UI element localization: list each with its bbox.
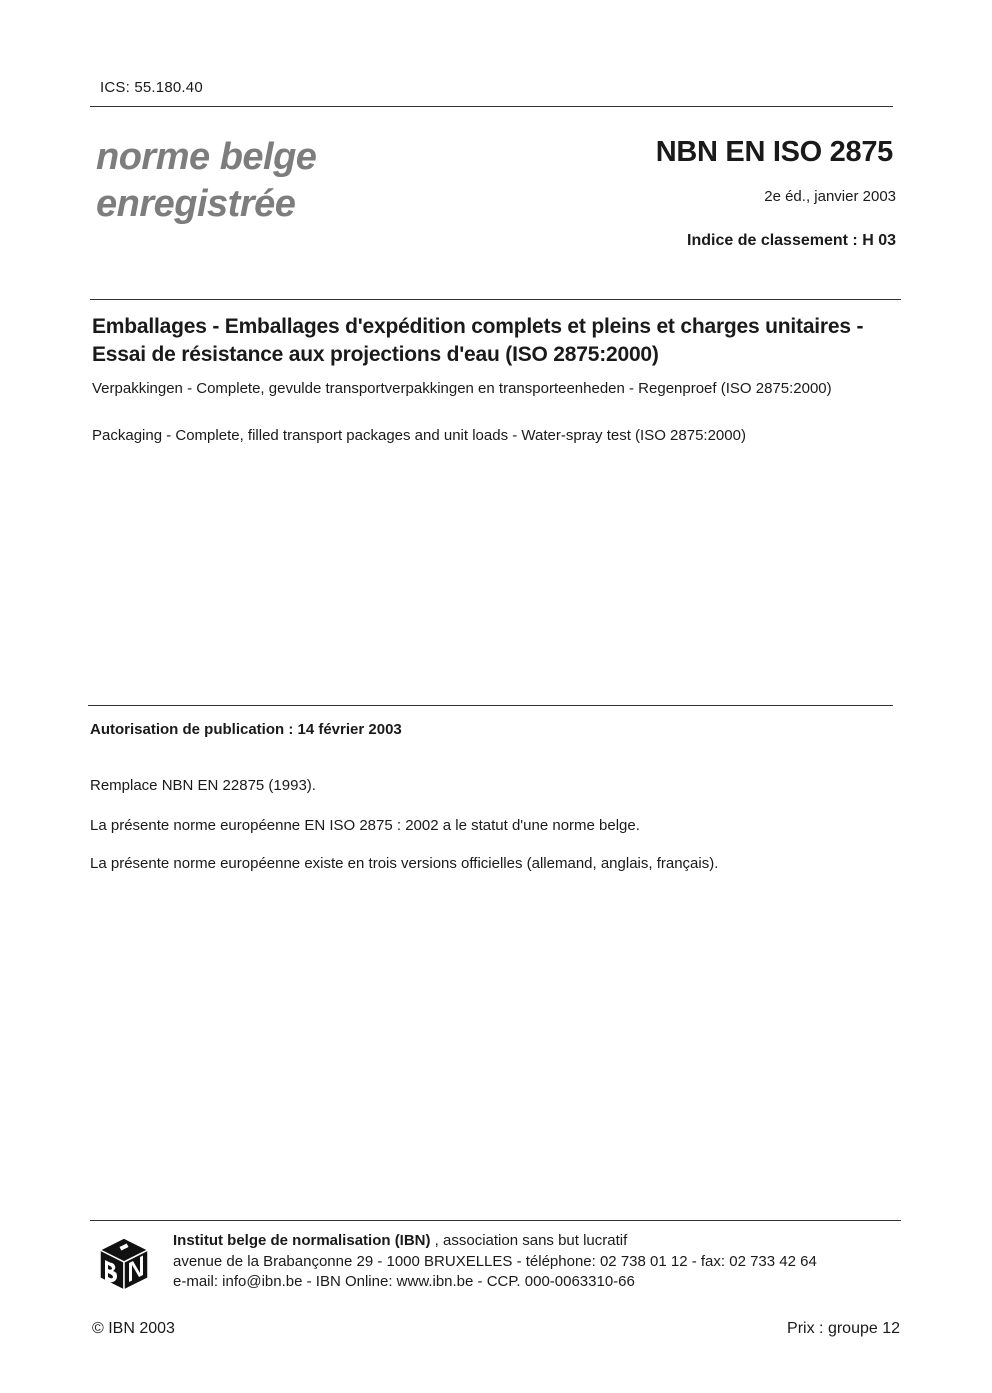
versions-note: La présente norme européenne existe en trois versions officielles (allemand, anglais, français). <box>90 855 719 872</box>
ibn-cube-logo-icon <box>98 1236 150 1292</box>
title-dutch: Verpakkingen - Complete, gevulde transportverpakkingen en transporteenheden - Regenproef (ISO 2875:2000) <box>92 380 832 397</box>
norme-belge-label-line2: enregistrée <box>96 183 296 225</box>
authorisation-divider <box>88 705 893 706</box>
organisation-name <box>173 1232 627 1249</box>
norme-belge-label-line1: norme belge <box>96 136 317 178</box>
edition-date: 2e éd., janvier 2003 <box>764 188 896 205</box>
publication-authorisation: Autorisation de publication : 14 février 2003 <box>90 721 402 738</box>
ics-code: ICS: 55.180.40 <box>100 79 203 96</box>
price-group: Prix : groupe 12 <box>787 1320 900 1337</box>
organisation-contact: e-mail: info@ibn.be - IBN Online: www.ibn.be - CCP. 000-0063310-66 <box>173 1273 635 1290</box>
organisation-name-bold: Institut belge de normalisation (IBN) <box>173 1232 431 1249</box>
standard-code: NBN EN ISO 2875 <box>655 136 893 168</box>
organisation-type: , association sans but lucratif <box>430 1232 628 1249</box>
footer-divider <box>90 1220 901 1221</box>
status-note: La présente norme européenne EN ISO 2875 : 2002 a le statut d'une norme belge. <box>90 817 640 834</box>
title-english: Packaging - Complete, filled transport packages and unit loads - Water-spray test (ISO 2875:2000) <box>92 427 746 444</box>
header-divider <box>90 106 893 107</box>
replaces-note: Remplace NBN EN 22875 (1993). <box>90 777 316 794</box>
classification-index: Indice de classement : H 03 <box>687 232 896 249</box>
title-divider <box>90 299 901 300</box>
organisation-address: avenue de la Brabançonne 29 - 1000 BRUXELLES - téléphone: 02 738 01 12 - fax: 02 733 42 64 <box>173 1253 817 1270</box>
copyright: © IBN 2003 <box>92 1320 175 1337</box>
title-french: Emballages - Emballages d'expédition complets et pleins et charges unitaires - Essai de résistance aux projections d'eau (ISO 2875:2000) <box>92 315 864 366</box>
